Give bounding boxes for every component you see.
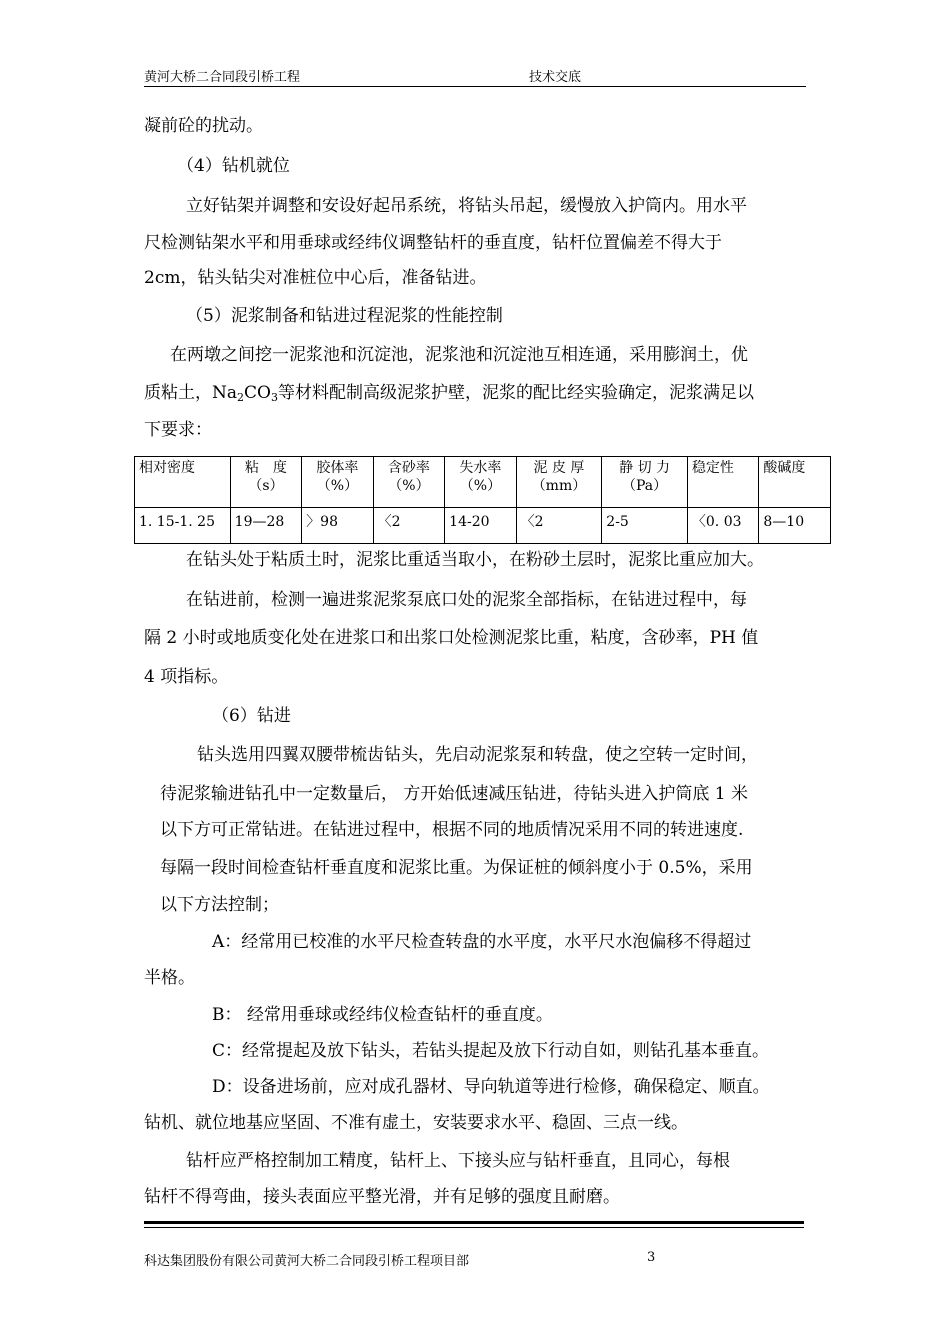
- paragraph-line: 在两墩之间挖一泥浆池和沉淀池，泥浆池和沉淀池互相连通，采用膨润土，优: [170, 345, 748, 365]
- table-header-cell: [759, 457, 831, 508]
- table-header-cell: [516, 457, 602, 508]
- paragraph-line: 每隔一段时间检查钻杆垂直度和泥浆比重。为保证桩的倾斜度小于 0.5%，采用: [160, 858, 753, 878]
- header-text: 含砂率: [387, 460, 430, 476]
- header-unit: （%）: [388, 478, 430, 494]
- section-heading-4: （4）钻机就位: [177, 156, 290, 176]
- method-c: C：经常提起及放下钻头，若钻头提起及放下行动自如，则钻孔基本垂直。: [212, 1041, 770, 1061]
- header-text: 相对密度: [139, 460, 195, 476]
- header-text: 失水率: [459, 460, 502, 476]
- paragraph-line: 在钻进前，检测一遍进浆泥浆泵底口处的泥浆全部指标，在钻进过程中，每: [186, 590, 747, 610]
- header-text: 胶体率: [316, 460, 359, 476]
- page-number: 3: [647, 1250, 656, 1265]
- header-text: 稳定性: [691, 460, 734, 476]
- table-cell-stability: 〈0. 03: [687, 508, 759, 544]
- table-cell-mud-cake: 〈2: [516, 508, 602, 544]
- table-cell-viscosity: 19—28: [230, 508, 302, 544]
- header-unit: （Pa）: [622, 478, 668, 494]
- paragraph-line: 以下方法控制；: [160, 895, 279, 915]
- header-rule: [144, 86, 806, 87]
- header-unit: （%）: [459, 478, 502, 494]
- page-header: [144, 66, 806, 86]
- table-header-cell: [602, 457, 688, 508]
- table-cell-water-loss: 14-20: [445, 508, 517, 544]
- subscript: 3: [270, 391, 278, 404]
- header-doc-type: 技术交底: [529, 70, 582, 85]
- table-header-row: [135, 457, 831, 508]
- paragraph-line: 隔 2 小时或地质变化处在进浆口和出浆口处检测泥浆比重，粘度，含砂率，PH 值: [144, 628, 759, 648]
- table-cell-density: 1. 15-1. 25: [135, 508, 231, 544]
- paragraph-line: 凝前砼的扰动。: [144, 116, 263, 136]
- footer-rule-thick: [144, 1221, 804, 1224]
- table-cell-ph: 8—10: [759, 508, 831, 544]
- table-header-cell: [687, 457, 759, 508]
- paragraph-line: 钻杆应严格控制加工精度，钻杆上、下接头应与钻杆垂直，且同心，每根: [186, 1151, 730, 1171]
- text-run: 质粘土，Na: [144, 383, 238, 403]
- header-text: 静 切 力: [619, 460, 671, 476]
- section-heading-5: （5）泥浆制备和钻进过程泥浆的性能控制: [186, 306, 503, 326]
- paragraph-line-formula: [144, 383, 754, 403]
- method-b: B： 经常用垂球或经纬仪检查钻杆的垂直度。: [212, 1005, 553, 1025]
- table-header-cell: [373, 457, 445, 508]
- method-a: A：经常用已校准的水平尺检查转盘的水平度，水平尺水泡偏移不得超过: [212, 932, 752, 952]
- footer-company: 科达集团股份有限公司黄河大桥二合同段引桥工程项目部: [144, 1254, 470, 1269]
- method-d: D：设备进场前，应对成孔器材、导向轨道等进行检修，确保稳定、顺直。: [212, 1077, 770, 1097]
- header-unit: （s）: [248, 478, 284, 494]
- header-unit: （%）: [316, 478, 359, 494]
- text-run: CO: [244, 383, 271, 403]
- table-row: [135, 508, 831, 544]
- paragraph-line: 待泥浆输进钻孔中一定数量后， 方开始低速减压钻进，待钻头进入护筒底 1 米: [160, 784, 749, 804]
- table-header-cell: [135, 457, 231, 508]
- paragraph-line: 2cm，钻头钻尖对准桩位中心后，准备钻进。: [144, 268, 487, 288]
- subscript: 2: [237, 391, 245, 404]
- table-header-cell: [445, 457, 517, 508]
- paragraph-line: 钻头选用四翼双腰带梳齿钻头，先启动泥浆泵和转盘，使之空转一定时间，: [197, 745, 758, 765]
- mud-spec-table: [134, 456, 831, 544]
- paragraph-line: 尺检测钻架水平和用垂球或经纬仪调整钻杆的垂直度，钻杆位置偏差不得大于: [144, 233, 722, 253]
- paragraph-line: 下要求：: [144, 420, 212, 440]
- paragraph-line: 以下方可正常钻进。在钻进过程中，根据不同的地质情况采用不同的转进速度.: [160, 820, 744, 840]
- header-project-title: 黄河大桥二合同段引桥工程: [144, 70, 301, 85]
- paragraph-line: 半格。: [144, 968, 195, 988]
- table-cell-sand: 〈2: [373, 508, 445, 544]
- table-cell-colloid: 〉98: [302, 508, 374, 544]
- header-text: 粘 度: [244, 460, 287, 476]
- paragraph-line: 钻杆不得弯曲，接头表面应平整光滑，并有足够的强度且耐磨。: [144, 1187, 620, 1207]
- section-heading-6: （6）钻进: [212, 706, 291, 726]
- paragraph-line: 立好钻架并调整和安设好起吊系统，将钻头吊起，缓慢放入护筒内。用水平: [186, 196, 747, 216]
- header-text: 泥 皮 厚: [533, 460, 585, 476]
- header-unit: （mm）: [531, 478, 587, 494]
- paragraph-line: 钻机、就位地基应坚固、不准有虚土，安装要求水平、稳固、三点一线。: [144, 1113, 688, 1133]
- header-text: 酸碱度: [763, 460, 806, 476]
- text-run: 等材料配制高级泥浆护壁，泥浆的配比经实验确定，泥浆满足以: [277, 383, 754, 403]
- footer-rule-thin: [144, 1227, 804, 1228]
- table-header-cell: [230, 457, 302, 508]
- table-cell-shear: 2-5: [602, 508, 688, 544]
- paragraph-line: 在钻头处于粘质土时，泥浆比重适当取小，在粉砂土层时，泥浆比重应加大。: [186, 550, 764, 570]
- table-header-cell: [302, 457, 374, 508]
- paragraph-line: 4 项指标。: [144, 667, 229, 687]
